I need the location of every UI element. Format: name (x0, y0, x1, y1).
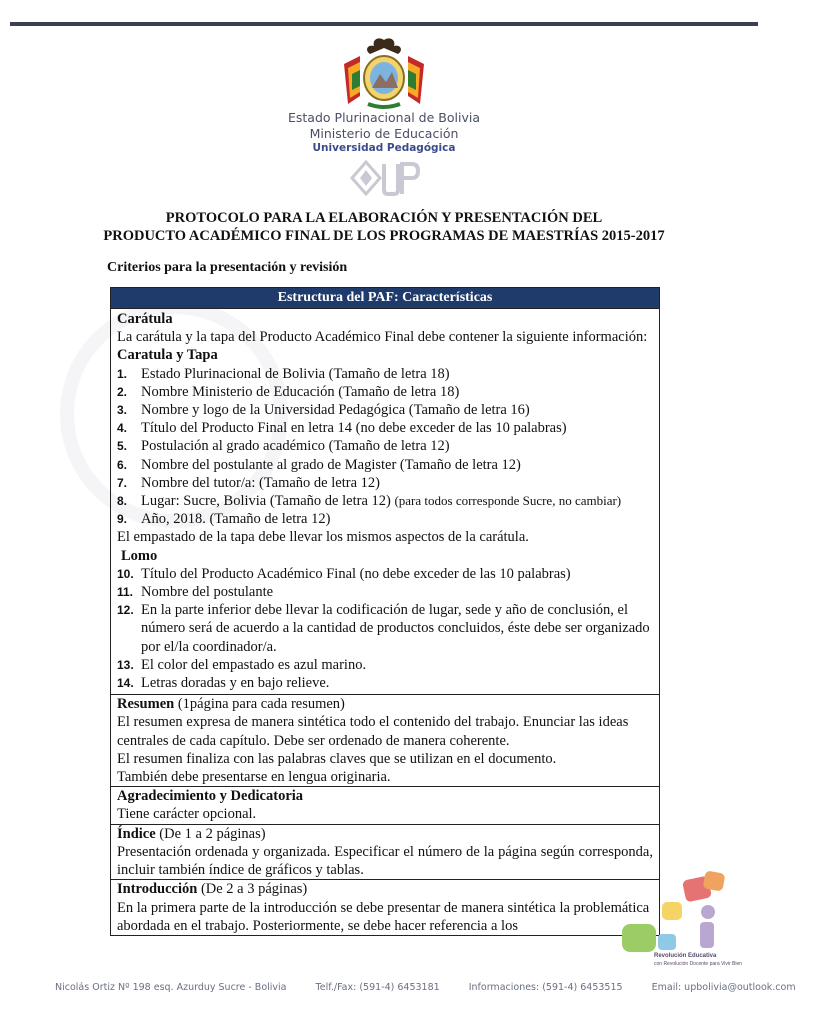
list-item: 12. En la parte inferior debe llevar la codificación de lugar, sede y año de conclusión, el número será de acuerdo a la cantidad de productos concluidos, éste debe ser organizado por el/la coordinador/a. (117, 602, 650, 655)
caratula-list (117, 365, 653, 529)
list-item: 3. Nombre y logo de la Universidad Pedagógica (Tamaño de letra 16) (117, 402, 530, 419)
table-header: Estructura del PAF: Características (111, 288, 659, 309)
agradecimiento-heading: Agradecimiento y Dedicatoria (117, 788, 304, 805)
introduccion-text: En la primera parte de la introducción se debe presentar de manera sintética la problemática abordada en el trabajo. Posteriormente, se debe hacer referencia a los (117, 899, 650, 934)
agradecimiento-text: Tiene carácter opcional. (117, 806, 257, 823)
indice-cell (111, 825, 659, 881)
introduccion-cell (111, 880, 659, 935)
bolivia-coat-of-arms-icon (338, 34, 430, 114)
up-logo-icon (350, 160, 420, 196)
revolucion-line-2: con Revolución Docente para Vivir Bien (654, 961, 743, 967)
introduccion-heading: Introducción (117, 881, 198, 898)
document-title (60, 209, 708, 245)
indice-note: (De 1 a 2 páginas) (159, 825, 266, 842)
list-item: 7. Nombre del tutor/a: (Tamaño de letra 12) (117, 474, 380, 491)
title-line-1: PROTOCOLO PARA LA ELABORACIÓN Y PRESENTACIÓN DEL (165, 210, 603, 226)
list-item: 1. Estado Plurinacional de Bolivia (Tamaño de letra 18) (117, 365, 450, 382)
caratula-heading: Carátula (117, 311, 173, 327)
indice-heading: Índice (117, 825, 156, 842)
footer-phone: Telf./Fax: (591-4) 6453181 (315, 982, 440, 993)
list-item: 11. Nombre del postulante (117, 584, 274, 601)
list-item: 5. Postulación al grado académico (Tamaño de letra 12) (117, 438, 450, 455)
footer (55, 982, 822, 993)
footer-address: Nicolás Ortiz Nº 198 esq. Azurduy Sucre - Bolivia (55, 982, 287, 993)
list-item: 9. Año, 2018. (Tamaño de letra 12) (117, 511, 331, 528)
paf-structure-table (110, 287, 660, 936)
resumen-note: (1página para cada resumen) (177, 696, 345, 713)
footer-email: Email: upbolivia@outlook.com (651, 982, 796, 993)
list-item: 14. Letras doradas y en bajo relieve. (117, 675, 330, 692)
item-note: (para todos corresponde Sucre, no cambiar) (394, 493, 622, 509)
resumen-p3: También debe presentarse en lengua originaria. (117, 769, 391, 786)
resumen-cell (111, 695, 659, 787)
caratula-cell (111, 309, 659, 695)
footer-info: Informaciones: (591-4) 6453515 (468, 982, 623, 993)
header-ministerio: Ministerio de Educación (309, 126, 459, 141)
lomo-heading: Lomo (121, 547, 158, 564)
list-item: 2. Nombre Ministerio de Educación (Tamaño de letra 18) (117, 383, 460, 400)
title-line-2: PRODUCTO ACADÉMICO FINAL DE LOS PROGRAMAS DE MAESTRÍAS 2015-2017 (103, 228, 665, 244)
introduccion-note: (De 2 a 3 páginas) (200, 881, 308, 898)
list-item: 4. Título del Producto Final en letra 14 (no debe exceder de las 10 palabras) (117, 420, 567, 437)
resumen-p2: El resumen finaliza con las palabras claves que se utilizan en el documento. (117, 750, 557, 767)
list-item: 10. Título del Producto Académico Final (no debe exceder de las 10 palabras) (117, 565, 571, 582)
caratula-subheading: Caratula y Tapa (117, 347, 218, 364)
header-estado: Estado Plurinacional de Bolivia (288, 110, 480, 125)
resumen-p1: El resumen expresa de manera sintética todo el contenido del trabajo. Enunciar las ideas centrales de cada capítulo. Debe ser ordenado de manera coherente. (117, 714, 629, 749)
header-universidad: Universidad Pedagógica (312, 142, 456, 154)
list-item: 13. El color del empastado es azul marino. (117, 656, 367, 673)
top-rule (10, 22, 758, 26)
lomo-list (117, 565, 653, 692)
agradecimiento-cell (111, 787, 659, 824)
indice-text: Presentación ordenada y organizada. Especificar el número de la página según corresponda, incluir también índice de gráficos y tablas. (117, 843, 653, 879)
list-item: 6. Nombre del postulante al grado de Magister (Tamaño de letra 12) (117, 456, 521, 473)
list-item: 8. Lugar: Sucre, Bolivia (Tamaño de letra 12) (para todos corresponde Sucre, no cambiar) (117, 493, 622, 510)
empastado-text: El empastado de la tapa debe llevar los mismos aspectos de la carátula. (117, 529, 529, 546)
caratula-text: La carátula y la tapa del Producto Académico Final debe contener la siguiente información: (117, 329, 648, 346)
criterios-heading: Criterios para la presentación y revisión (107, 260, 348, 275)
resumen-heading: Resumen (117, 696, 175, 713)
revolucion-line-1: Revolución Educativa (654, 953, 717, 959)
